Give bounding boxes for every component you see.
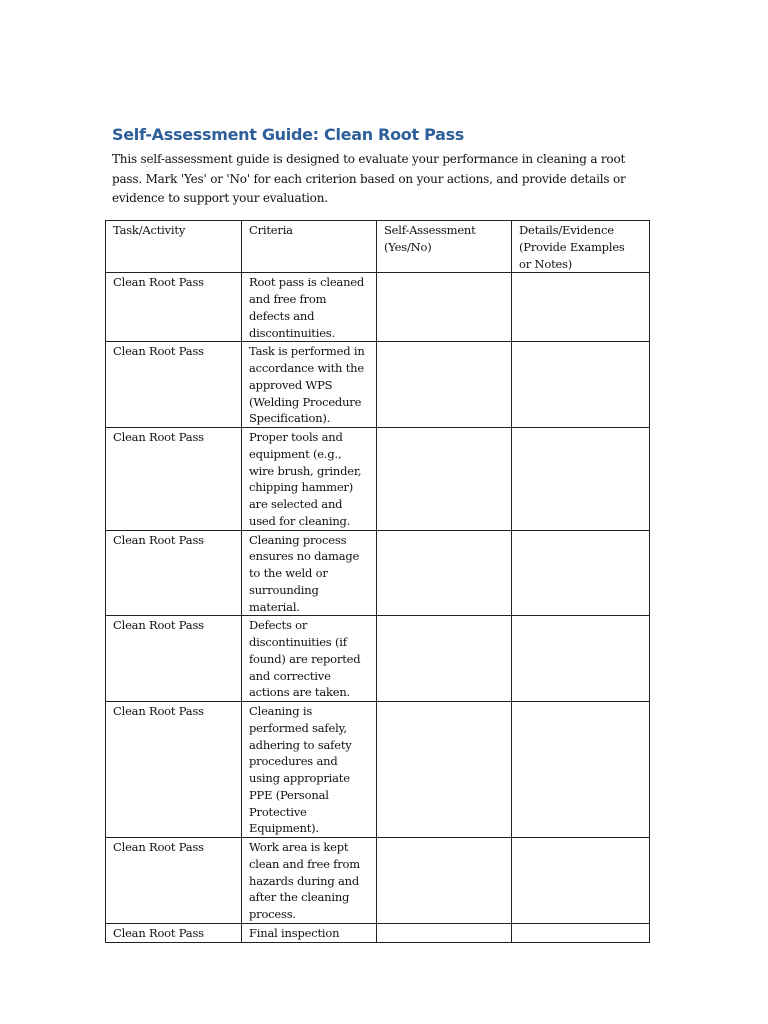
- details-cell[interactable]: [512, 273, 650, 342]
- table-row: [106, 428, 650, 531]
- task-cell: Clean Root Pass: [106, 616, 242, 702]
- header-task-activity: Task/Activity: [106, 221, 242, 273]
- task-cell: Clean Root Pass: [106, 923, 242, 942]
- intro-paragraph: This self-assessment guide is designed to evaluate your performance in cleaning a root pass. Mark 'Yes' or 'No' for each criterion based on your actions, and provide details or evidence to support your evaluation.: [112, 152, 626, 205]
- criteria-cell: Task is performed in accordance with the approved WPS (Welding Procedure Specification).: [242, 342, 377, 428]
- table-row: [106, 616, 650, 702]
- table-row: [106, 273, 650, 342]
- criteria-cell: Defects or discontinuities (if found) are reported and corrective actions are taken.: [242, 616, 377, 702]
- task-cell: Clean Root Pass: [106, 273, 242, 342]
- header-details-evidence: Details/Evidence (Provide Examples or Notes): [512, 221, 650, 273]
- table-row: [106, 342, 650, 428]
- table-header-row: [106, 221, 650, 273]
- page-title: Self-Assessment Guide: Clean Root Pass: [112, 125, 465, 144]
- task-cell: Clean Root Pass: [106, 530, 242, 616]
- details-cell[interactable]: [512, 428, 650, 531]
- details-cell[interactable]: [512, 616, 650, 702]
- criteria-cell: Cleaning is performed safely, adhering to safety procedures and using appropriate PPE (Personal Protective Equipment).: [242, 702, 377, 838]
- self-assessment-cell[interactable]: [377, 838, 512, 924]
- table-row: [106, 838, 650, 924]
- criteria-cell: Cleaning process ensures no damage to the weld or surrounding material.: [242, 530, 377, 616]
- self-assessment-cell[interactable]: [377, 273, 512, 342]
- details-cell[interactable]: [512, 838, 650, 924]
- criteria-cell: Final inspection: [242, 923, 377, 942]
- table-row: [106, 530, 650, 616]
- header-criteria: Criteria: [242, 221, 377, 273]
- criteria-cell: Proper tools and equipment (e.g., wire brush, grinder, chipping hammer) are selected and used for cleaning.: [242, 428, 377, 531]
- header-self-assessment: Self-Assessment (Yes/No): [377, 221, 512, 273]
- details-cell[interactable]: [512, 342, 650, 428]
- details-cell[interactable]: [512, 702, 650, 838]
- self-assessment-table: [105, 220, 650, 943]
- task-cell: Clean Root Pass: [106, 702, 242, 838]
- criteria-cell: Work area is kept clean and free from hazards during and after the cleaning process.: [242, 838, 377, 924]
- self-assessment-cell[interactable]: [377, 702, 512, 838]
- self-assessment-cell[interactable]: [377, 923, 512, 942]
- self-assessment-cell[interactable]: [377, 616, 512, 702]
- criteria-cell: Root pass is cleaned and free from defects and discontinuities.: [242, 273, 377, 342]
- self-assessment-cell[interactable]: [377, 342, 512, 428]
- task-cell: Clean Root Pass: [106, 838, 242, 924]
- self-assessment-cell[interactable]: [377, 428, 512, 531]
- details-cell[interactable]: [512, 923, 650, 942]
- task-cell: Clean Root Pass: [106, 342, 242, 428]
- task-cell: Clean Root Pass: [106, 428, 242, 531]
- details-cell[interactable]: [512, 530, 650, 616]
- table-row: [106, 923, 650, 942]
- self-assessment-cell[interactable]: [377, 530, 512, 616]
- table-row: [106, 702, 650, 838]
